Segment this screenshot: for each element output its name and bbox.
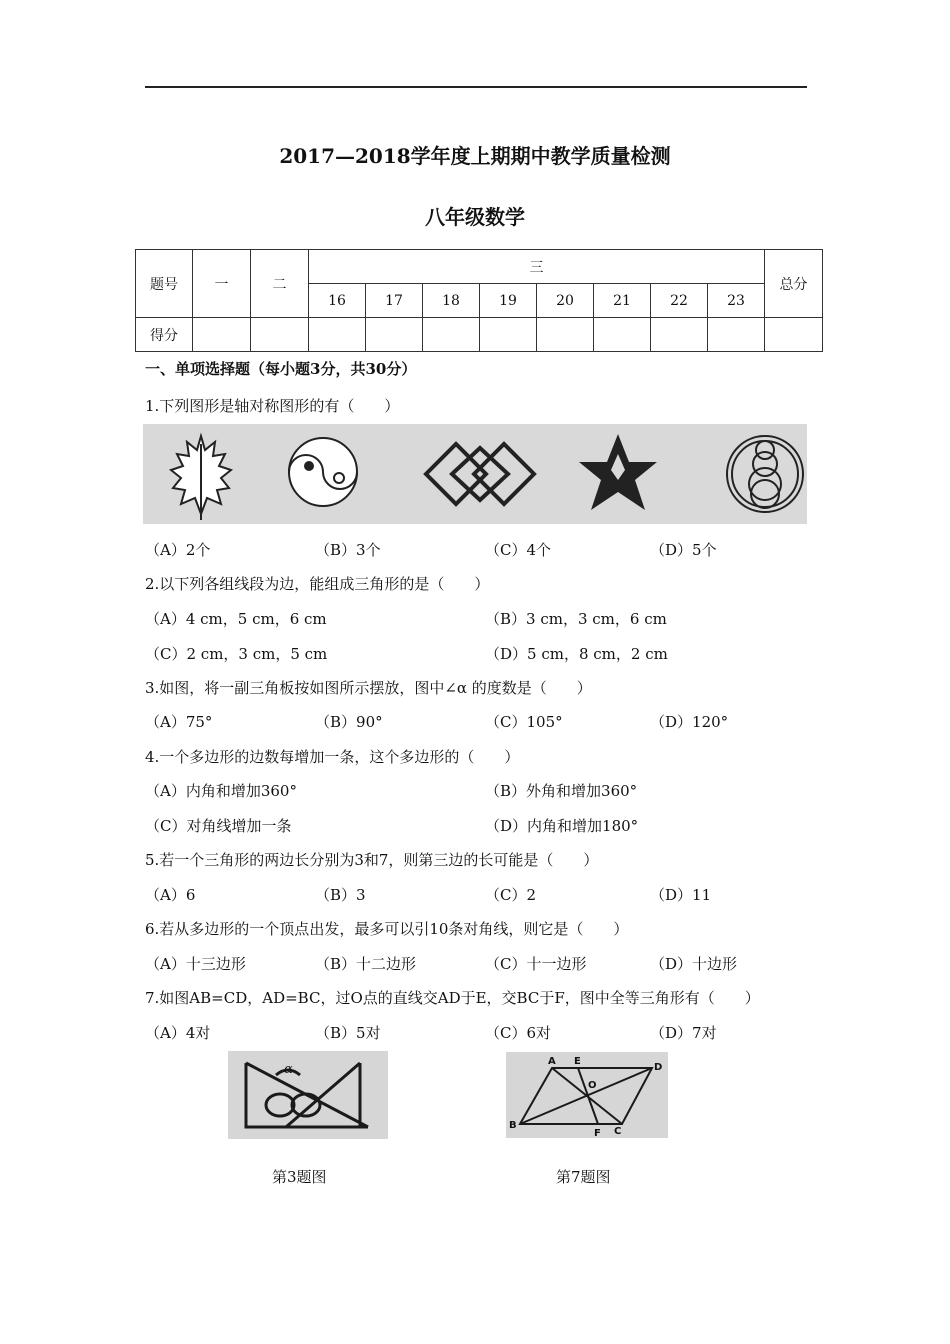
option: （B）外角和增加360° bbox=[485, 782, 638, 800]
score-table-sub-number: 20 bbox=[537, 284, 594, 318]
score-table-sub-number: 23 bbox=[708, 284, 765, 318]
score-table-sub-number: 16 bbox=[309, 284, 366, 318]
score-table-score-label: 得分 bbox=[136, 318, 193, 352]
question-stem: 4.一个多边形的边数每增加一条，这个多边形的（ ） bbox=[145, 748, 520, 766]
score-table-sub-number: 18 bbox=[423, 284, 480, 318]
question-stem: 6.若从多边形的一个顶点出发，最多可以引10条对角线，则它是（ ） bbox=[145, 920, 629, 938]
score-table-question-label: 题号 bbox=[136, 250, 193, 318]
score-cell bbox=[651, 318, 708, 352]
option: （B）3 cm，3 cm，6 cm bbox=[485, 610, 667, 628]
page-title: 2017—2018学年度上期期中教学质量检测 bbox=[279, 144, 671, 168]
score-cell bbox=[193, 318, 251, 352]
option: （D）7对 bbox=[650, 1024, 717, 1042]
option: （C）4个 bbox=[485, 541, 552, 559]
score-cell bbox=[537, 318, 594, 352]
option: （B）3个 bbox=[315, 541, 381, 559]
score-cell bbox=[708, 318, 765, 352]
score-cell bbox=[480, 318, 537, 352]
option: （B）5对 bbox=[315, 1024, 381, 1042]
question-stem: 3.如图，将一副三角板按如图所示摆放，图中∠α 的度数是（ ） bbox=[145, 679, 592, 697]
score-table-col-one: 一 bbox=[193, 250, 251, 318]
star-icon bbox=[573, 424, 663, 524]
question-stem: 2.以下列各组线段为边，能组成三角形的是（ ） bbox=[145, 575, 490, 593]
yin-yang-icon bbox=[283, 424, 363, 524]
fig7-label-a: A bbox=[548, 1056, 556, 1067]
score-table bbox=[135, 249, 823, 352]
fig7-label-e: E bbox=[574, 1056, 581, 1067]
option: （A）4 cm，5 cm，6 cm bbox=[145, 610, 327, 628]
circles-icon bbox=[723, 424, 807, 524]
option: （D）5 cm，8 cm，2 cm bbox=[485, 645, 668, 663]
figure-7-caption: 第7题图 bbox=[556, 1168, 611, 1186]
score-cell bbox=[423, 318, 480, 352]
score-table-sub-number: 21 bbox=[594, 284, 651, 318]
option: （A）2个 bbox=[145, 541, 211, 559]
question-stem: 5.若一个三角形的两边长分别为3和7，则第三边的长可能是（ ） bbox=[145, 851, 599, 869]
option: （B）十二边形 bbox=[315, 955, 417, 973]
option: （C）6对 bbox=[485, 1024, 552, 1042]
score-table-sub-number: 19 bbox=[480, 284, 537, 318]
fig7-label-f: F bbox=[594, 1128, 601, 1138]
option: （A）6 bbox=[145, 886, 196, 904]
score-cell bbox=[251, 318, 309, 352]
option: （C）2 cm，3 cm，5 cm bbox=[145, 645, 328, 663]
score-cell bbox=[366, 318, 423, 352]
header-rule bbox=[145, 86, 807, 88]
option: （D）11 bbox=[650, 886, 712, 904]
option: （C）十一边形 bbox=[485, 955, 587, 973]
knot-icon bbox=[418, 424, 543, 524]
score-table-sub-number: 22 bbox=[651, 284, 708, 318]
question-stem: 7.如图AB=CD，AD=BC，过O点的直线交AD于E，交BC于F，图中全等三角形有（ ） bbox=[145, 989, 760, 1007]
fig7-label-c: C bbox=[614, 1126, 622, 1137]
option: （C）2 bbox=[485, 886, 537, 904]
option: （A）十三边形 bbox=[145, 955, 246, 973]
fig7-label-o: O bbox=[588, 1080, 597, 1091]
figure-3 bbox=[228, 1051, 388, 1139]
option: （B）3 bbox=[315, 886, 366, 904]
question-stem: 1.下列图形是轴对称图形的有（ ） bbox=[145, 397, 400, 415]
score-cell bbox=[765, 318, 823, 352]
score-table-col-three: 三 bbox=[309, 250, 765, 284]
fig3-angle-label: α bbox=[284, 1062, 293, 1077]
fig7-label-b: B bbox=[509, 1120, 517, 1131]
q1-figure-strip bbox=[143, 424, 807, 524]
leaf-icon bbox=[155, 424, 235, 524]
section-heading: 一、单项选择题（每小题3分，共30分） bbox=[145, 360, 417, 378]
option: （B）90° bbox=[315, 713, 383, 731]
option: （D）十边形 bbox=[650, 955, 738, 973]
option: （D）5个 bbox=[650, 541, 717, 559]
figure-7 bbox=[506, 1052, 668, 1138]
option: （A）内角和增加360° bbox=[145, 782, 297, 800]
option: （A）75° bbox=[145, 713, 213, 731]
score-table-sub-number: 17 bbox=[366, 284, 423, 318]
score-table-col-two: 二 bbox=[251, 250, 309, 318]
fig7-label-d: D bbox=[654, 1062, 663, 1073]
option: （C）对角线增加一条 bbox=[145, 817, 292, 835]
score-cell bbox=[309, 318, 366, 352]
figure-3-caption: 第3题图 bbox=[272, 1168, 327, 1186]
option: （C）105° bbox=[485, 713, 563, 731]
score-table-total-label: 总分 bbox=[765, 250, 823, 318]
option: （D）内角和增加180° bbox=[485, 817, 639, 835]
option: （A）4对 bbox=[145, 1024, 211, 1042]
page-subtitle: 八年级数学 bbox=[425, 205, 525, 229]
option: （D）120° bbox=[650, 713, 729, 731]
score-cell bbox=[594, 318, 651, 352]
